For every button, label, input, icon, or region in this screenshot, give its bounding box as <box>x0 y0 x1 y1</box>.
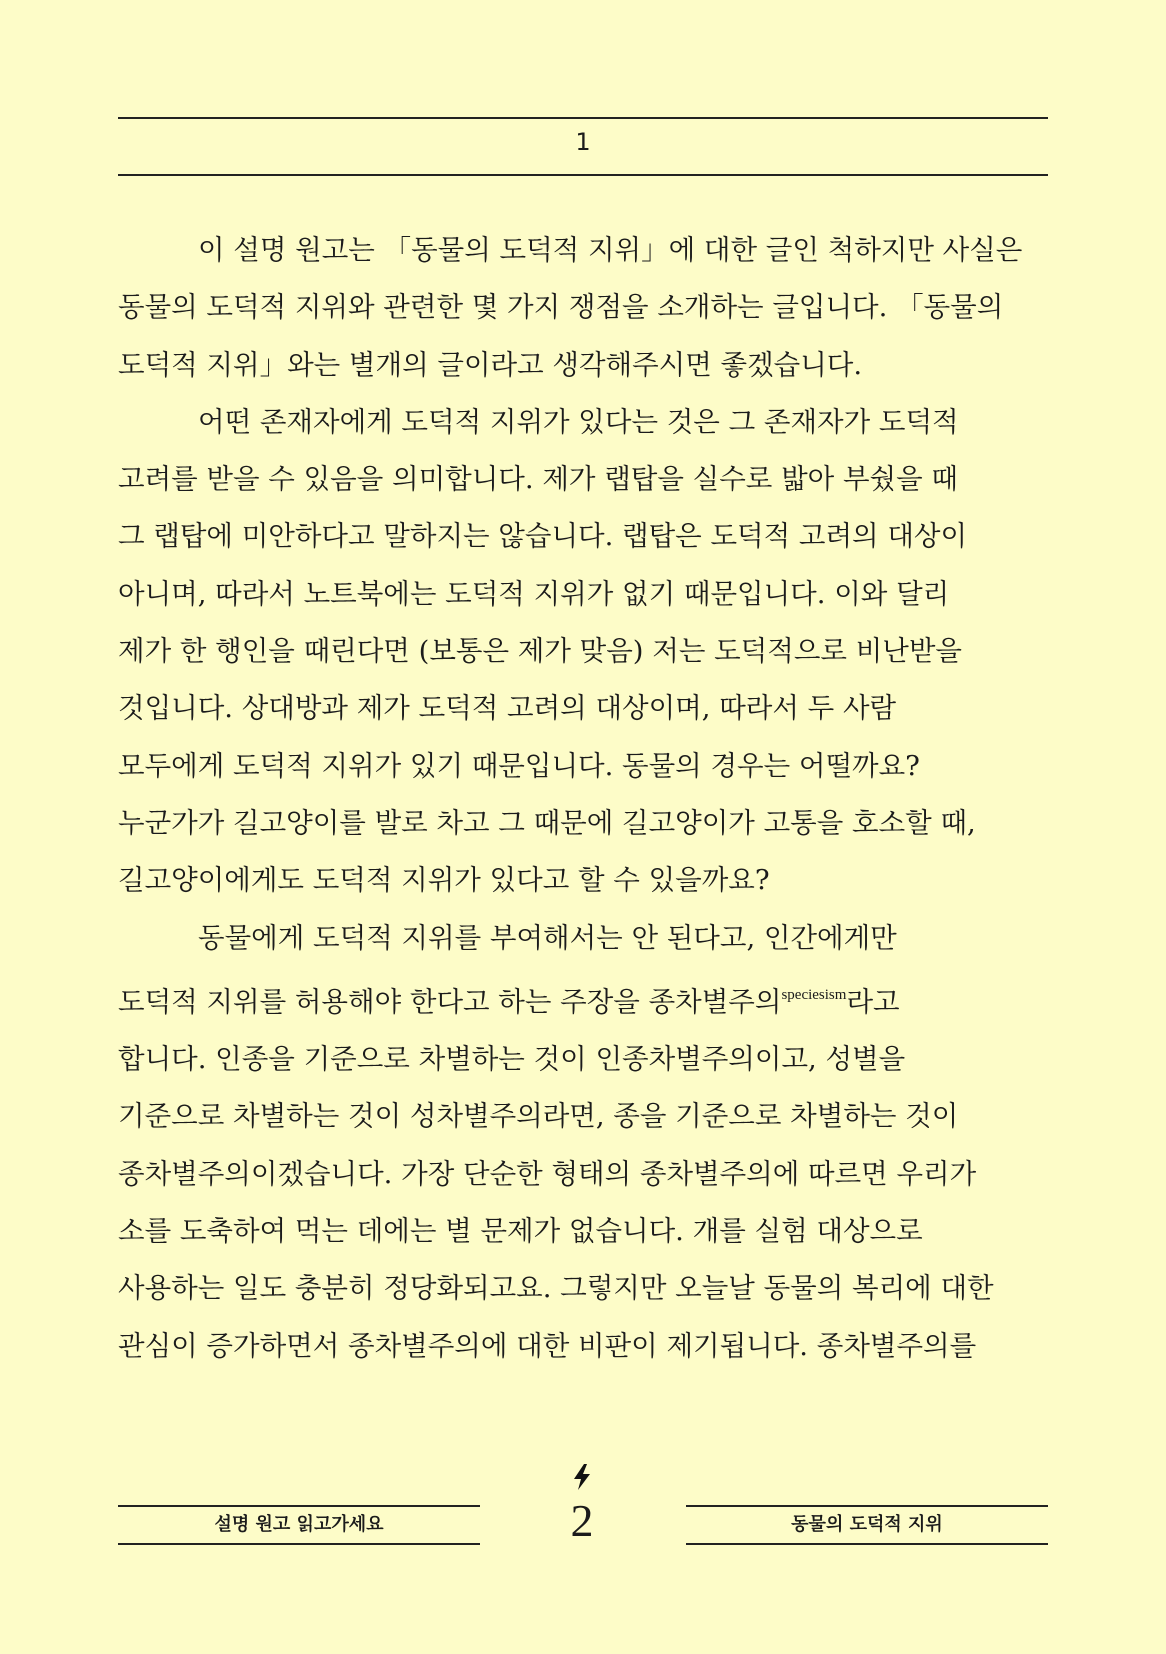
paragraph-2-line-9: 길고양이에게도 도덕적 지위가 있다고 할 수 있을까요? <box>118 864 770 897</box>
footer-right-bottom-rule <box>686 1543 1048 1545</box>
footer-left-label: 설명 원고 읽고가세요 <box>214 1514 384 1535</box>
footer-left-bottom-rule <box>118 1543 480 1545</box>
footer-right-top-rule <box>686 1505 1048 1507</box>
paragraph-1-line-2: 동물의 도덕적 지위와 관련한 몇 가지 쟁점을 소개하는 글입니다. 「동물의 <box>118 291 1004 324</box>
paragraph-2-line-2: 고려를 받을 수 있음을 의미합니다. 제가 랩탑을 실수로 밟아 부쉈을 때 <box>118 463 958 496</box>
paragraph-2-line-3: 그 랩탑에 미안하다고 말하지는 않습니다. 랩탑은 도덕적 고려의 대상이 <box>118 520 968 553</box>
speciesism-superscript: speciesism <box>781 986 847 1003</box>
paragraph-3-line-2-before: 도덕적 지위를 허용해야 한다고 하는 주장을 종차별주의 <box>118 985 782 1018</box>
paragraph-3-line-2-after: 라고 <box>846 985 900 1018</box>
paragraph-2-line-8: 누군가가 길고양이를 발로 차고 그 때문에 길고양이가 고통을 호소할 때, <box>118 806 976 839</box>
paragraph-3-line-8: 관심이 증가하면서 종차별주의에 대한 비판이 제기됩니다. 종차별주의를 <box>118 1329 977 1362</box>
paragraph-3-line-1: 동물에게 도덕적 지위를 부여해서는 안 된다고, 인간에게만 <box>198 921 897 954</box>
paragraph-2-line-7: 모두에게 도덕적 지위가 있기 때문입니다. 동물의 경우는 어떨까요? <box>118 749 920 782</box>
paragraph-3-line-3: 합니다. 인종을 기준으로 차별하는 것이 인종차별주의이고, 성별을 <box>118 1043 906 1076</box>
paragraph-2-line-5: 제가 한 행인을 때린다면 (보통은 제가 맞음) 저는 도덕적으로 비난받을 <box>118 635 962 668</box>
paragraph-2-line-6: 것입니다. 상대방과 제가 도덕적 고려의 대상이며, 따라서 두 사람 <box>118 692 897 725</box>
paragraph-2-line-4: 아니며, 따라서 노트북에는 도덕적 지위가 없기 때문입니다. 이와 달리 <box>118 577 950 610</box>
header-bottom-rule <box>118 174 1048 176</box>
lightning-bolt-icon <box>571 1464 593 1490</box>
header-top-rule <box>118 117 1048 119</box>
header-page-number: 1 <box>575 128 591 156</box>
footer-left-top-rule <box>118 1505 480 1507</box>
paragraph-3-line-2 <box>118 967 1058 1031</box>
paragraph-3-line-4: 기준으로 차별하는 것이 성차별주의라면, 종을 기준으로 차별하는 것이 <box>118 1100 959 1133</box>
body-text <box>118 222 1058 1375</box>
footer-page-number: 2 <box>570 1495 594 1546</box>
paragraph-1-line-3: 도덕적 지위」와는 별개의 글이라고 생각해주시면 좋겠습니다. <box>118 348 863 381</box>
paragraph-3-line-7: 사용하는 일도 충분히 정당화되고요. 그렇지만 오늘날 동물의 복리에 대한 <box>118 1272 994 1305</box>
footer-right-label: 동물의 도덕적 지위 <box>791 1514 943 1535</box>
paragraph-3-line-6: 소를 도축하여 먹는 데에는 별 문제가 없습니다. 개를 실험 대상으로 <box>118 1215 923 1248</box>
paragraph-1-line-1: 이 설명 원고는 「동물의 도덕적 지위」에 대한 글인 척하지만 사실은 <box>198 234 1023 266</box>
paragraph-2-line-1: 어떤 존재자에게 도덕적 지위가 있다는 것은 그 존재자가 도덕적 <box>198 405 959 438</box>
paragraph-3-line-5: 종차별주의이겠습니다. 가장 단순한 형태의 종차별주의에 따르면 우리가 <box>118 1157 977 1190</box>
